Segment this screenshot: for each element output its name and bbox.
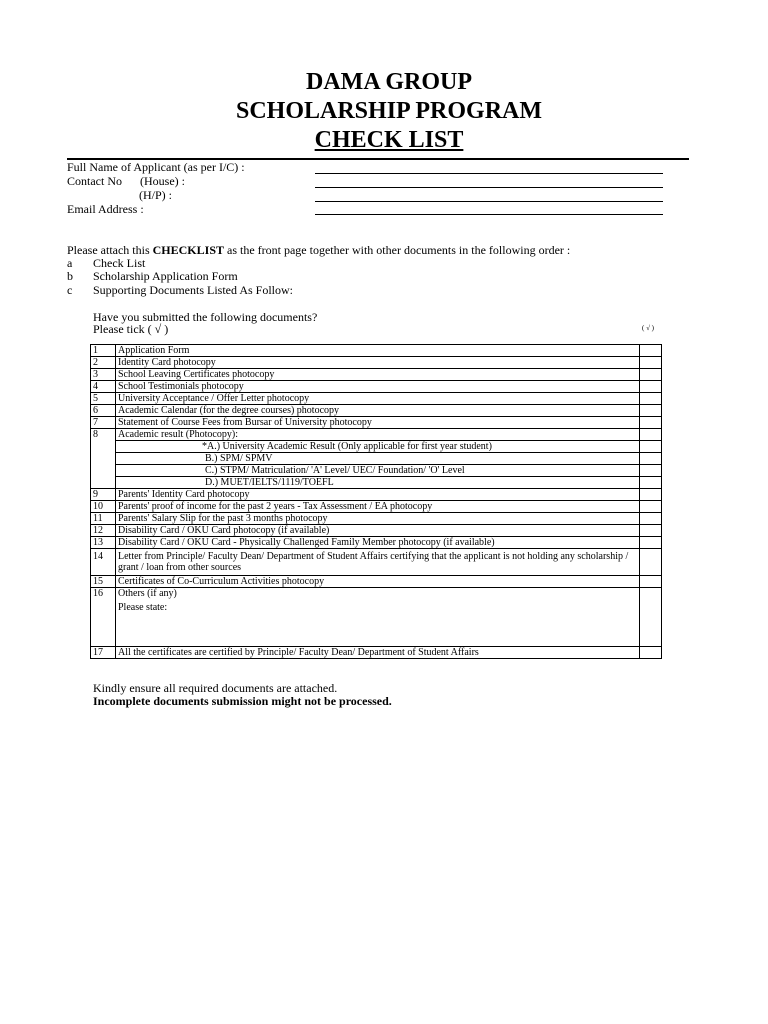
item-number: 16 [91,588,116,647]
table-row [91,357,662,369]
item-text: Parents' Salary Slip for the past 3 months photocopy [116,513,640,525]
table-row [91,405,662,417]
item-number: 15 [91,576,116,588]
table-row-sub [91,453,662,465]
item-text: Disability Card / OKU Card - Physically Challenged Family Member photocopy (if available) [116,537,640,549]
contact-hp-field[interactable] [315,201,663,202]
item-text: Identity Card photocopy [116,357,640,369]
item-number: 6 [91,405,116,417]
footer-note: Kindly ensure all required documents are attached. [93,681,338,695]
tick-box[interactable] [640,477,662,489]
tick-box[interactable] [640,369,662,381]
item-number: 14 [91,549,116,576]
tick-box[interactable] [640,345,662,357]
item-text: Statement of Course Fees from Bursar of University photocopy [116,417,640,429]
tick-box[interactable] [640,501,662,513]
table-row-sub [91,465,662,477]
item-number: 17 [91,647,116,659]
contact-hp-label: (H/P) : [139,188,172,202]
title-checklist: CHECK LIST [314,127,464,153]
table-row [91,647,662,659]
item-number: 8 [91,429,116,489]
order-letter-a: a [67,256,73,270]
order-letter-b: b [67,269,73,283]
item-number: 10 [91,501,116,513]
question-text: Have you submitted the following documents? [93,310,318,324]
title-company: DAMA GROUP [306,69,472,95]
item-number: 3 [91,369,116,381]
item-number: 13 [91,537,116,549]
title-program: SCHOLARSHIP PROGRAM [235,98,543,124]
order-text-a: Check List [93,256,146,270]
contact-house-label: Contact No (House) : [67,174,185,188]
item-text: School Leaving Certificates photocopy [116,369,640,381]
academic-sub-item: C.) STPM/ Matriculation/ 'A' Level/ UEC/ Foundation/ 'O' Level [116,465,640,477]
item-text: School Testimonials photocopy [116,381,640,393]
table-row [91,381,662,393]
item-text: All the certificates are certified by Principle/ Faculty Dean/ Department of Student Affairs [116,647,640,659]
item-number: 5 [91,393,116,405]
tick-column-header: ( √ ) [642,324,655,332]
tick-box[interactable] [640,465,662,477]
academic-sub-item: D.) MUET/IELTS/1119/TOEFL [116,477,640,489]
tick-box[interactable] [640,588,662,647]
full-name-field[interactable] [315,173,663,174]
table-row [91,537,662,549]
item-text: Letter from Principle/ Faculty Dean/ Department of Student Affairs certifying that the applicant is not holding any scholarship / grant / loan from other sources [116,549,640,576]
tick-box[interactable] [640,357,662,369]
item-text: Parents' proof of income for the past 2 years - Tax Assessment / EA photocopy [116,501,640,513]
item-number: 1 [91,345,116,357]
contact-house-field[interactable] [315,187,663,188]
academic-sub-item: *A.) University Academic Result (Only applicable for first year student) [116,441,640,453]
item-text: University Acceptance / Offer Letter photocopy [116,393,640,405]
item-text: Disability Card / OKU Card photocopy (if available) [116,525,640,537]
tick-box[interactable] [640,549,662,576]
item-text: Academic Calendar (for the degree courses) photocopy [116,405,640,417]
tick-box[interactable] [640,453,662,465]
full-name-label: Full Name of Applicant (as per I/C) : [67,160,245,174]
table-row [91,588,662,647]
item-text-others [116,588,640,647]
table-row [91,525,662,537]
item-number: 2 [91,357,116,369]
attach-instruction: Please attach this CHECKLIST as the front page together with other documents in the following order : [67,243,571,257]
tick-box[interactable] [640,513,662,525]
table-row [91,576,662,588]
tick-box[interactable] [640,537,662,549]
item-number: 12 [91,525,116,537]
item-number: 4 [91,381,116,393]
please-state-label[interactable]: Please state: [118,602,168,613]
tick-instruction: Please tick ( √ ) [93,322,169,336]
item-text: Certificates of Co-Curriculum Activities photocopy [116,576,640,588]
tick-box[interactable] [640,381,662,393]
order-text-c: Supporting Documents Listed As Follow: [93,283,294,297]
checklist-table [90,344,662,659]
order-text-b: Scholarship Application Form [93,269,238,283]
tick-box[interactable] [640,647,662,659]
table-row [91,501,662,513]
table-row-sub [91,477,662,489]
tick-box[interactable] [640,441,662,453]
table-row [91,345,662,357]
tick-box[interactable] [640,429,662,441]
tick-box[interactable] [640,576,662,588]
table-row [91,417,662,429]
academic-sub-item: B.) SPM/ SPMV [116,453,640,465]
table-row [91,549,662,576]
item-text: Academic result (Photocopy): [116,429,640,441]
table-row [91,369,662,381]
item-text: Parents' Identity Card photocopy [116,489,640,501]
footer-warning: Incomplete documents submission might not be processed. [93,694,392,708]
email-label: Email Address : [67,202,144,216]
table-row [91,489,662,501]
item-text: Application Form [116,345,640,357]
order-letter-c: c [67,283,73,297]
table-row [91,393,662,405]
table-row-sub [91,441,662,453]
tick-box[interactable] [640,405,662,417]
tick-box[interactable] [640,489,662,501]
item-number: 11 [91,513,116,525]
table-row [91,513,662,525]
others-label: Others (if any) [118,588,177,599]
tick-box[interactable] [640,417,662,429]
item-number: 9 [91,489,116,501]
tick-box[interactable] [640,525,662,537]
email-field[interactable] [315,214,663,215]
item-number: 7 [91,417,116,429]
table-row [91,429,662,441]
tick-box[interactable] [640,393,662,405]
